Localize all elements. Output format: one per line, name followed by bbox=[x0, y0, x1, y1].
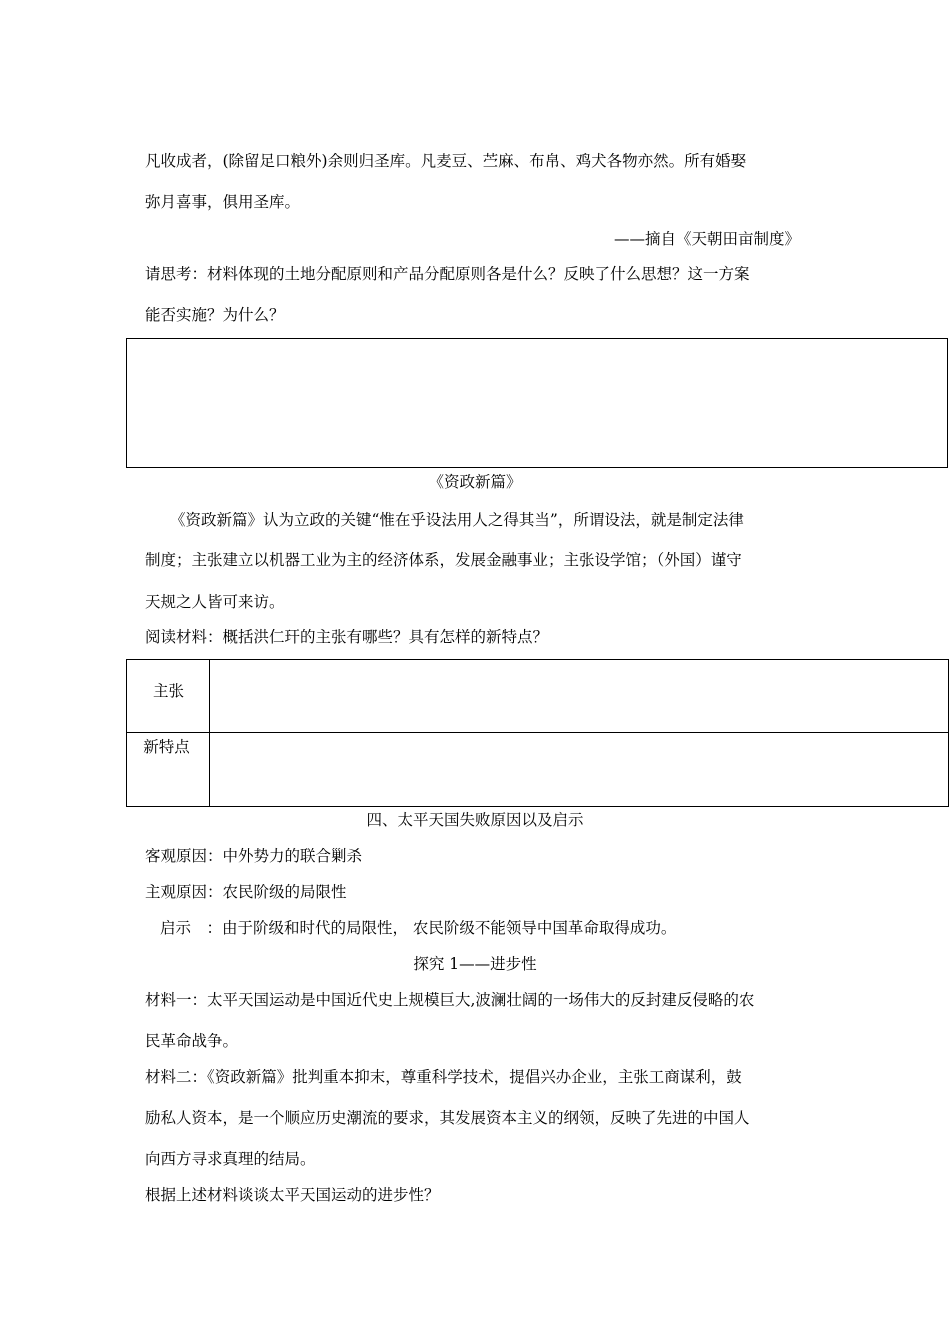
new-features-answer-cell[interactable] bbox=[210, 733, 948, 806]
section-title: 探究 1——进步性 bbox=[413, 955, 537, 973]
table-row bbox=[127, 660, 948, 733]
question-text-line: 请思考：材料体现的土地分配原则和产品分配原则各是什么？反映了什么思想？这一方案 bbox=[145, 265, 750, 283]
question-text-line: 能否实施？为什么？ bbox=[145, 306, 285, 324]
subjective-reason: 主观原因：农民阶级的局限性 bbox=[145, 883, 347, 901]
inspiration-text: 启示 ：由于阶级和时代的局限性， 农民阶级不能领导中国革命取得成功。 bbox=[160, 919, 677, 937]
answer-box[interactable] bbox=[126, 338, 948, 468]
question-text: 根据上述材料谈谈太平天国运动的进步性？ bbox=[145, 1186, 440, 1204]
answer-table bbox=[126, 659, 949, 807]
material-text-line: 民革命战争。 bbox=[145, 1032, 239, 1050]
table-row bbox=[127, 733, 948, 806]
section-title: 四、太平天国失败原因以及启示 bbox=[366, 811, 584, 829]
material-text-line: 励私人资本，是一个顺应历史潮流的要求，其发展资本主义的纲领，反映了先进的中国人 bbox=[145, 1109, 750, 1127]
proposal-answer-cell[interactable] bbox=[210, 660, 948, 732]
table-label-cell bbox=[127, 733, 210, 806]
material-text-line: 凡收成者，(除留足口粮外)余则归圣库。凡麦豆、苎麻、布帛、鸡犬各物亦然。所有婚娶 bbox=[145, 152, 747, 170]
row-label-proposal: 主张 bbox=[152, 682, 184, 700]
material-text-line: 弥月喜事，俱用圣库。 bbox=[145, 193, 301, 211]
material-source: ——摘自《天朝田亩制度》 bbox=[613, 230, 800, 248]
paragraph-line: 天规之人皆可来访。 bbox=[145, 593, 285, 611]
paragraph-line: 《资政新篇》认为立政的关键“惟在乎设法用人之得其当”，所谓设法，就是制定法律 bbox=[170, 511, 744, 529]
material-text-line: 材料一：太平天国运动是中国近代史上规模巨大,波澜壮阔的一场伟大的反封建反侵略的农 bbox=[145, 991, 755, 1009]
material-text-line: 材料二：《资政新篇》批判重本抑末，尊重科学技术，提倡兴办企业，主张工商谋利，鼓 bbox=[145, 1068, 742, 1086]
section-title: 《资政新篇》 bbox=[428, 473, 522, 491]
paragraph-line: 制度；主张建立以机器工业为主的经济体系，发展金融事业；主张设学馆；（外国）谨守 bbox=[145, 551, 742, 569]
table-label-cell bbox=[127, 660, 210, 732]
objective-reason: 客观原因：中外势力的联合剿杀 bbox=[145, 847, 363, 865]
row-label-new-features: 新特点 bbox=[143, 738, 190, 756]
material-text-line: 向西方寻求真理的结局。 bbox=[145, 1150, 316, 1168]
question-text: 阅读材料：概括洪仁玕的主张有哪些？具有怎样的新特点？ bbox=[145, 628, 549, 646]
